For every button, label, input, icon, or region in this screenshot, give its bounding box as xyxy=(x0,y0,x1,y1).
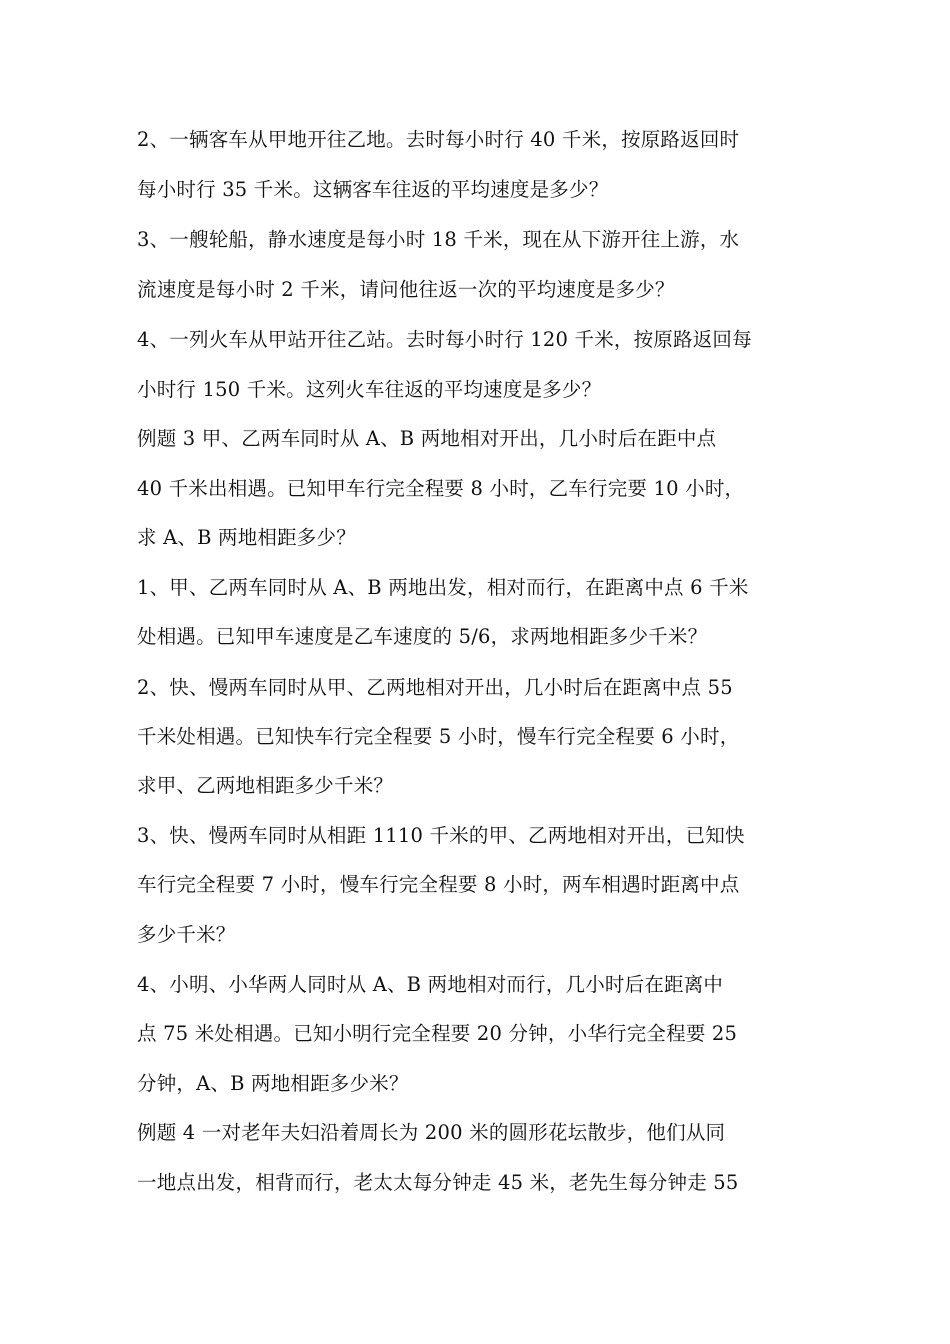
text-line: 3、快、慢两车同时从相距 1110 千米的甲、乙两地相对开出，已知快 xyxy=(137,824,745,847)
text-line: 每小时行 35 千米。这辆客车往返的平均速度是多少？ xyxy=(137,178,609,201)
text-line: 求甲、乙两地相距多少千米？ xyxy=(137,774,394,797)
text-line: 多少千米？ xyxy=(137,923,236,946)
text-line: 例题 3 甲、乙两车同时从 A、B 两地相对开出，几小时后在距中点 xyxy=(137,427,717,450)
text-line: 小时行 150 千米。这列火车往返的平均速度是多少？ xyxy=(137,378,602,401)
text-line: 分钟，A、B 两地相距多少米？ xyxy=(137,1072,409,1095)
text-line: 3、一艘轮船，静水速度是每小时 18 千米，现在从下游开往上游，水 xyxy=(137,228,740,251)
text-line: 处相遇。已知甲车速度是乙车速度的 5/6，求两地相距多少千米？ xyxy=(137,625,708,648)
text-line: 2、一辆客车从甲地开往乙地。去时每小时行 40 千米，按原路返回时 xyxy=(137,128,740,151)
text-line: 2、快、慢两车同时从甲、乙两地相对开出，几小时后在距离中点 55 xyxy=(137,676,733,699)
text-line: 一地点出发，相背而行，老太太每分钟走 45 米，老先生每分钟走 55 xyxy=(137,1171,739,1194)
text-line: 1、甲、乙两车同时从 A、B 两地出发，相对而行，在距离中点 6 千米 xyxy=(137,576,749,599)
text-line: 4、一列火车从甲站开往乙站。去时每小时行 120 千米，按原路返回每 xyxy=(137,328,752,351)
text-line: 例题 4 一对老年夫妇沿着周长为 200 米的圆形花坛散步，他们从同 xyxy=(137,1121,726,1144)
text-line: 4、小明、小华两人同时从 A、B 两地相对而行，几小时后在距离中 xyxy=(137,973,724,996)
text-line: 点 75 米处相遇。已知小明行完全程要 20 分钟，小华行完全程要 25 xyxy=(137,1022,738,1045)
text-line: 流速度是每小时 2 千米，请问他往返一次的平均速度是多少？ xyxy=(137,278,675,301)
text-line: 求 A、B 两地相距多少？ xyxy=(137,526,356,549)
text-line: 40 千米出相遇。已知甲车行完全程要 8 小时，乙车行完要 10 小时， xyxy=(137,477,745,500)
text-line: 车行完全程要 7 小时，慢车行完全程要 8 小时，两车相遇时距离中点 xyxy=(137,873,740,896)
text-line: 千米处相遇。已知快车行完全程要 5 小时，慢车行完全程要 6 小时， xyxy=(137,725,740,748)
